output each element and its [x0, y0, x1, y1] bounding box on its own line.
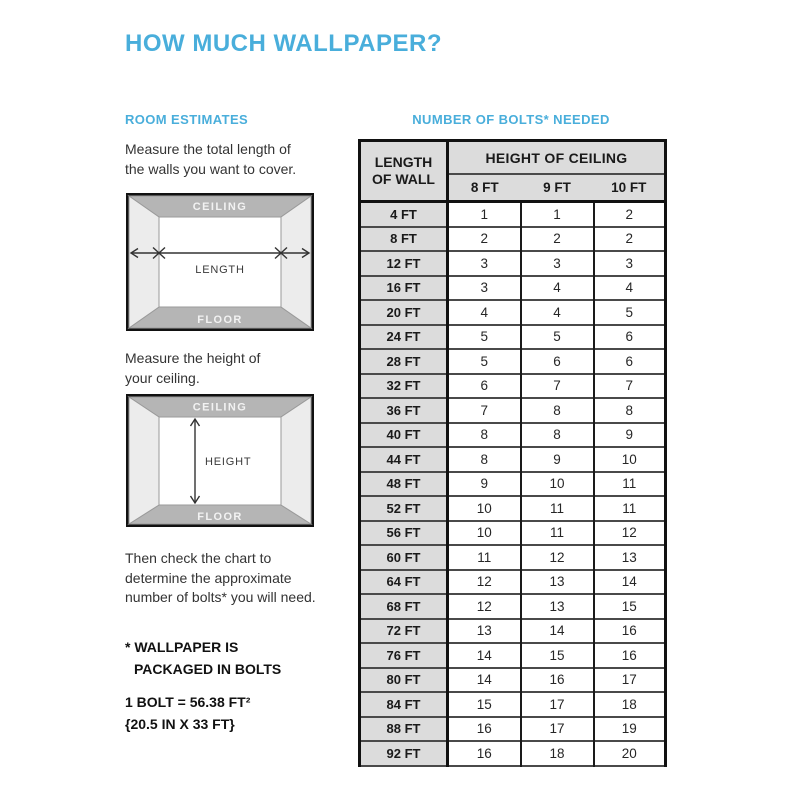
bolt-count-cell: 16 — [521, 668, 594, 693]
bolt-count-cell: 3 — [448, 276, 521, 301]
bolt-count-cell: 14 — [448, 668, 521, 693]
bolts-needed-table — [358, 139, 667, 767]
bolt-count-cell: 8 — [448, 447, 521, 472]
bolt-count-cell: 6 — [521, 349, 594, 374]
bolt-count-cell: 9 — [521, 447, 594, 472]
footnote-line2: PACKAGED IN BOLTS — [134, 660, 282, 677]
table-row — [360, 227, 666, 252]
bolt-count-cell: 8 — [521, 398, 594, 423]
wall-length-cell: 32 FT — [360, 374, 448, 399]
bolt-count-cell: 14 — [594, 570, 666, 595]
bolt-count-cell: 9 — [448, 472, 521, 497]
bolt-count-cell: 1 — [448, 202, 521, 227]
bolts-footnote — [125, 637, 281, 680]
table-row — [360, 521, 666, 546]
bolt-count-cell: 14 — [448, 643, 521, 668]
measure-length-line1: Measure the total length of — [125, 141, 291, 157]
bolt-count-cell: 16 — [594, 643, 666, 668]
wall-length-cell: 40 FT — [360, 423, 448, 448]
table-row — [360, 741, 666, 766]
length-label: LENGTH — [195, 264, 245, 276]
bolt-count-cell: 10 — [448, 521, 521, 546]
bolt-count-cell: 13 — [521, 570, 594, 595]
height-label: HEIGHT — [205, 456, 252, 468]
bolt-count-cell: 3 — [521, 251, 594, 276]
wall-length-cell: 80 FT — [360, 668, 448, 693]
bolt-count-cell: 13 — [448, 619, 521, 644]
bolts-table-heading: NUMBER OF BOLTS* NEEDED — [412, 112, 610, 127]
table-row — [360, 496, 666, 521]
bolt-count-cell: 17 — [521, 692, 594, 717]
bolt-count-cell: 12 — [521, 545, 594, 570]
bolt-count-cell: 4 — [594, 276, 666, 301]
bolt-count-cell: 15 — [594, 594, 666, 619]
wall-length-cell: 8 FT — [360, 227, 448, 252]
measure-height-text — [125, 349, 260, 388]
wall-length-cell: 24 FT — [360, 325, 448, 350]
bolt-count-cell: 6 — [448, 374, 521, 399]
bolt-count-cell: 20 — [594, 741, 666, 766]
table-row — [360, 570, 666, 595]
bolt-count-cell: 12 — [594, 521, 666, 546]
table-row — [360, 398, 666, 423]
table-row — [360, 717, 666, 742]
footnote-line1: * WALLPAPER IS — [125, 639, 239, 655]
bolt-count-cell: 4 — [521, 300, 594, 325]
table-row — [360, 619, 666, 644]
ceiling-label: CEILING — [192, 401, 248, 414]
bolt-count-cell: 6 — [594, 325, 666, 350]
bolt-count-cell: 6 — [594, 349, 666, 374]
table-row — [360, 276, 666, 301]
bolt-count-cell: 19 — [594, 717, 666, 742]
table-body — [360, 202, 666, 766]
table-row — [360, 643, 666, 668]
bolt-count-cell: 7 — [521, 374, 594, 399]
right-wall — [281, 196, 311, 328]
wall-length-cell: 60 FT — [360, 545, 448, 570]
bolt-count-cell: 1 — [521, 202, 594, 227]
wall-length-cell: 12 FT — [360, 251, 448, 276]
table-row — [360, 472, 666, 497]
wall-length-cell: 64 FT — [360, 570, 448, 595]
height-of-ceiling-header: HEIGHT OF CEILING — [448, 141, 666, 175]
wall-length-cell: 92 FT — [360, 741, 448, 766]
room-estimates-heading: ROOM ESTIMATES — [125, 112, 249, 127]
length-of-wall-line2: OF WALL — [372, 171, 435, 187]
wall-length-cell: 68 FT — [360, 594, 448, 619]
table-row — [360, 594, 666, 619]
table-row — [360, 692, 666, 717]
bolt-count-cell: 17 — [594, 668, 666, 693]
bolt-count-cell: 18 — [594, 692, 666, 717]
bolt-count-cell: 2 — [448, 227, 521, 252]
table-row — [360, 423, 666, 448]
bolt-count-cell: 3 — [448, 251, 521, 276]
col-header-10ft: 10 FT — [594, 174, 666, 202]
bolt-count-cell: 11 — [594, 472, 666, 497]
back-wall — [159, 217, 281, 307]
bolt-count-cell: 2 — [594, 227, 666, 252]
bolt-count-cell: 14 — [521, 619, 594, 644]
ceiling-label: CEILING — [192, 201, 248, 213]
check-chart-line2: determine the approximate — [125, 569, 292, 586]
bolt-count-cell: 3 — [594, 251, 666, 276]
bolt-count-cell: 12 — [448, 594, 521, 619]
bolt-count-cell: 16 — [448, 717, 521, 742]
bolt-count-cell: 5 — [594, 300, 666, 325]
check-chart-line3: number of bolts* you will need. — [125, 589, 316, 605]
check-chart-line1: Then check the chart to — [125, 550, 272, 566]
bolt-count-cell: 15 — [448, 692, 521, 717]
page-title: HOW MUCH WALLPAPER? — [125, 30, 443, 57]
bolt-count-cell: 8 — [448, 423, 521, 448]
bolt-size-line1: 1 BOLT = 56.38 FT² — [125, 694, 251, 710]
wall-length-cell: 44 FT — [360, 447, 448, 472]
wall-length-cell: 20 FT — [360, 300, 448, 325]
bolt-count-cell: 15 — [521, 643, 594, 668]
floor-label: FLOOR — [197, 314, 243, 326]
table-row — [360, 202, 666, 227]
wall-length-cell: 36 FT — [360, 398, 448, 423]
table-row — [360, 300, 666, 325]
bolt-count-cell: 7 — [448, 398, 521, 423]
bolt-count-cell: 11 — [594, 496, 666, 521]
bolt-count-cell: 18 — [521, 741, 594, 766]
bolt-count-cell: 12 — [448, 570, 521, 595]
wall-length-cell: 84 FT — [360, 692, 448, 717]
length-of-wall-line1: LENGTH — [374, 154, 433, 170]
bolt-count-cell: 8 — [594, 398, 666, 423]
table-header-row-1 — [360, 141, 666, 175]
wall-length-cell: 48 FT — [360, 472, 448, 497]
bolt-count-cell: 2 — [521, 227, 594, 252]
right-wall — [281, 397, 311, 524]
left-wall — [129, 196, 159, 328]
measure-length-text — [125, 140, 296, 179]
floor-label: FLOOR — [197, 511, 243, 523]
wall-length-cell: 88 FT — [360, 717, 448, 742]
col-header-9ft: 9 FT — [521, 174, 594, 202]
bolt-size-line2: {20.5 IN X 33 FT} — [125, 715, 235, 732]
table-row — [360, 325, 666, 350]
table-row — [360, 374, 666, 399]
col-header-8ft: 8 FT — [448, 174, 521, 202]
bolt-size-info — [125, 692, 250, 735]
room-length-diagram — [126, 193, 314, 331]
wall-length-cell: 4 FT — [360, 202, 448, 227]
bolt-count-cell: 4 — [521, 276, 594, 301]
bolt-count-cell: 16 — [448, 741, 521, 766]
table-row — [360, 668, 666, 693]
bolt-count-cell: 8 — [521, 423, 594, 448]
bolt-count-cell: 17 — [521, 717, 594, 742]
bolt-count-cell: 11 — [521, 496, 594, 521]
wall-length-cell: 28 FT — [360, 349, 448, 374]
bolt-count-cell: 10 — [448, 496, 521, 521]
wall-length-cell: 56 FT — [360, 521, 448, 546]
ceiling-height-diagram — [126, 394, 314, 527]
bolt-count-cell: 2 — [594, 202, 666, 227]
left-wall — [129, 397, 159, 524]
table-row — [360, 545, 666, 570]
wall-length-cell: 16 FT — [360, 276, 448, 301]
bolt-count-cell: 5 — [448, 349, 521, 374]
check-chart-text — [125, 549, 316, 608]
bolt-count-cell: 13 — [521, 594, 594, 619]
measure-height-line1: Measure the height of — [125, 350, 261, 366]
bolt-count-cell: 16 — [594, 619, 666, 644]
bolt-count-cell: 11 — [448, 545, 521, 570]
table-row — [360, 349, 666, 374]
bolt-count-cell: 7 — [594, 374, 666, 399]
wall-length-cell: 76 FT — [360, 643, 448, 668]
bolt-count-cell: 5 — [521, 325, 594, 350]
table-row — [360, 447, 666, 472]
bolt-count-cell: 5 — [448, 325, 521, 350]
measure-length-line2: the walls you want to cover. — [125, 160, 297, 177]
bolt-count-cell: 11 — [521, 521, 594, 546]
measure-height-line2: your ceiling. — [125, 369, 200, 386]
bolt-count-cell: 4 — [448, 300, 521, 325]
length-of-wall-header — [360, 141, 448, 202]
bolt-count-cell: 10 — [521, 472, 594, 497]
table-row — [360, 251, 666, 276]
wall-length-cell: 72 FT — [360, 619, 448, 644]
bolt-count-cell: 9 — [594, 423, 666, 448]
bolt-count-cell: 13 — [594, 545, 666, 570]
wall-length-cell: 52 FT — [360, 496, 448, 521]
bolt-count-cell: 10 — [594, 447, 666, 472]
